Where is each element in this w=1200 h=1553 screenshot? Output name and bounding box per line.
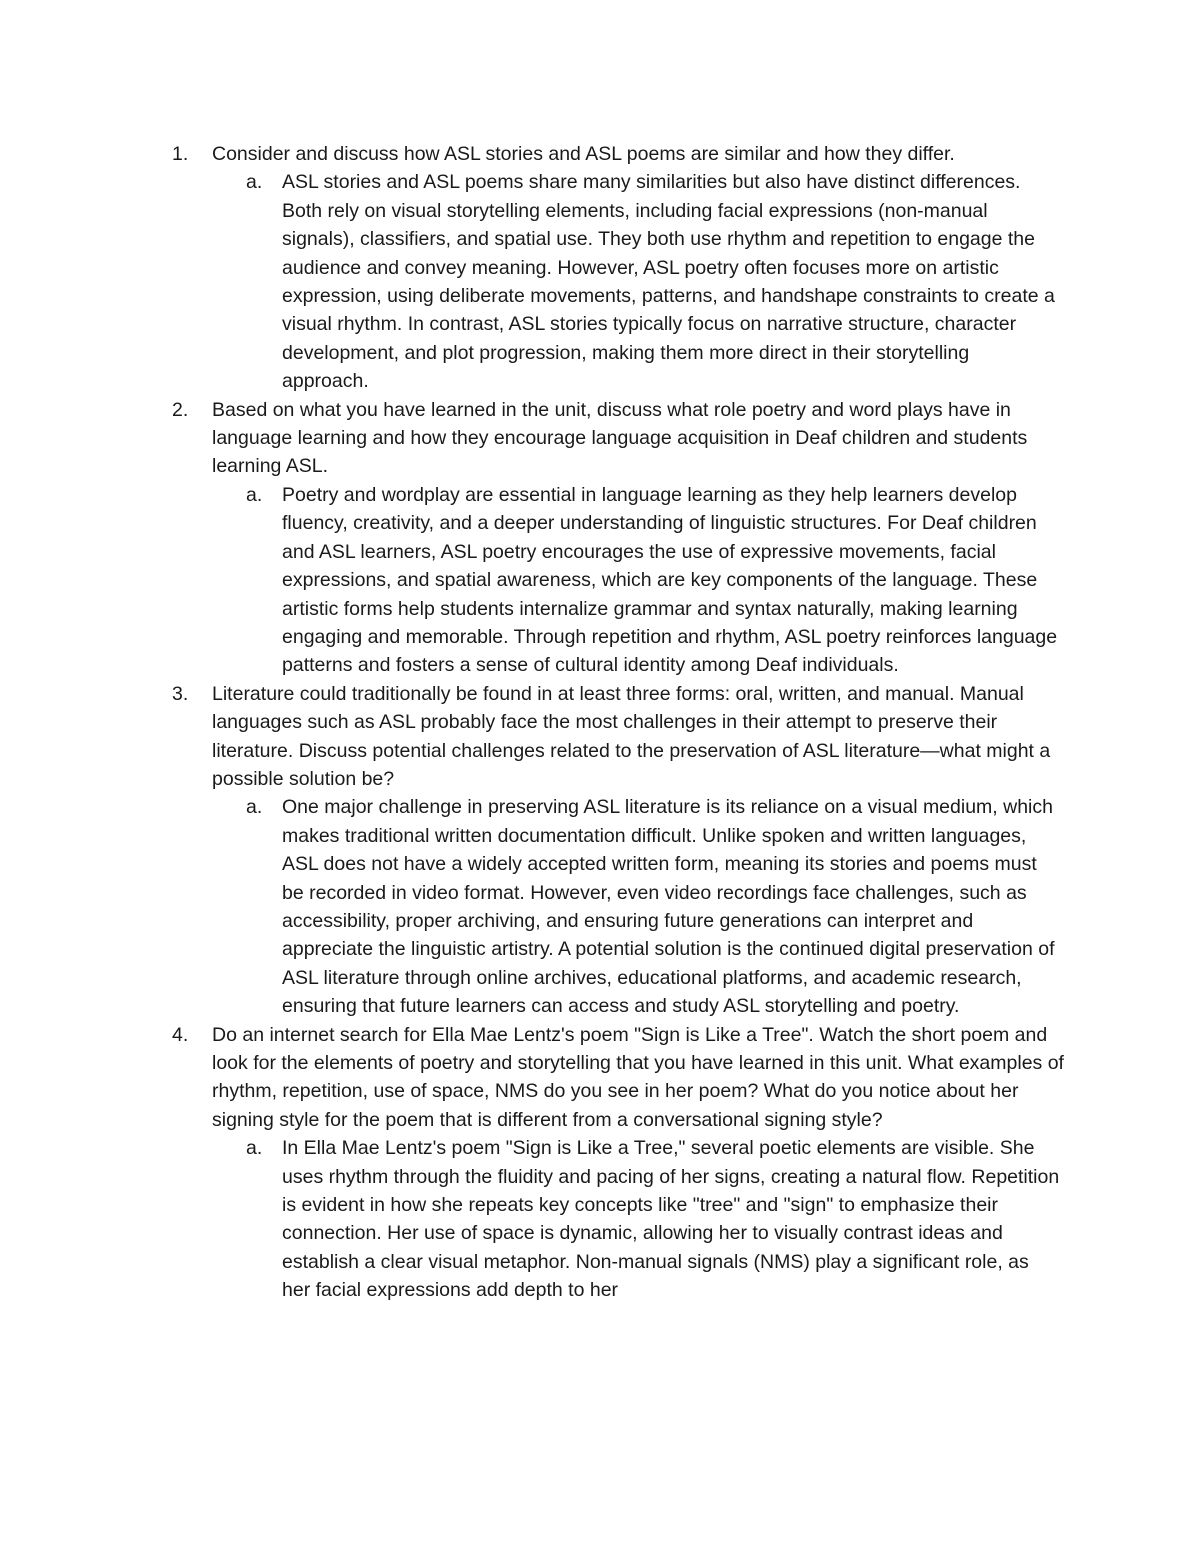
question-item (0, 396, 1200, 680)
answer-letter: a. (246, 796, 263, 819)
answer-text: Poetry and wordplay are essential in language learning as they help learners develop fluency, creativity, and a deeper understanding of linguistic structures. For Deaf children and ASL learners, ASL poetry encourages the use of expressive movements, facial expressions, and spatial awareness, which are key components of the language. These artistic forms help students internalize grammar and syntax naturally, making learning engaging and memorable. Through repetition and rhythm, ASL poetry reinforces language patterns and fosters a sense of cultural identity among Deaf individuals. (282, 483, 1058, 677)
answer-item (212, 793, 1070, 1020)
question-item (0, 1021, 1200, 1305)
question-number: 4. (172, 1023, 189, 1046)
question-number: 1. (172, 143, 189, 165)
answer-letter: a. (246, 1137, 263, 1160)
answer-item (212, 481, 1070, 680)
question-number: 3. (172, 682, 189, 705)
question-text: Consider and discuss how ASL stories and ASL poems are similar and how they differ. (212, 143, 955, 165)
answer-item (212, 168, 1070, 395)
question-item (0, 140, 1200, 396)
question-text: Literature could traditionally be found in at least three forms: oral, written, and manual. Manual languages such as ASL probably face the most challenges in their attempt to preserve their literature. Discuss potential challenges related to the preservation of ASL literature—what might a possible solution be? (212, 682, 1051, 790)
question-text: Based on what you have learned in the unit, discuss what role poetry and word plays have in language learning and how they encourage language acquisition in Deaf children and students learning ASL. (212, 398, 1028, 478)
question-number: 2. (172, 398, 189, 421)
question-list (0, 140, 1200, 1305)
answer-letter: a. (246, 171, 263, 194)
answer-text: In Ella Mae Lentz's poem "Sign is Like a Tree," several poetic elements are visible. She uses rhythm through the fluidity and pacing of her signs, creating a natural flow. Repetition is evident in how she repeats key concepts like "tree" and "sign" to emphasize their connection. Her use of space is dynamic, allowing her to visually contrast ideas and establish a clear visual metaphor. Non-manual signals (NMS) play a significant role, as her facial expressions add depth to her (282, 1137, 1060, 1302)
answer-text: One major challenge in preserving ASL literature is its reliance on a visual medium, which makes traditional written documentation difficult. Unlike spoken and written languages, ASL does not have a widely accepted written form, meaning its stories and poems must be recorded in video format. However, even video recordings face challenges, such as accessibility, proper archiving, and ensuring future generations can interpret and appreciate the linguistic artistry. A potential solution is the continued digital preservation of ASL literature through online archives, educational platforms, and academic research, ensuring that future learners can access and study ASL storytelling and poetry. (282, 796, 1055, 1018)
question-text: Do an internet search for Ella Mae Lentz's poem "Sign is Like a Tree". Watch the short poem and look for the elements of poetry and storytelling that you have learned in this unit. What examples of rhythm, repetition, use of space, NMS do you see in her poem? What do you notice about her signing style for the poem that is different from a conversational signing style? (212, 1023, 1064, 1131)
answer-letter: a. (246, 483, 263, 506)
answer-text: ASL stories and ASL poems share many similarities but also have distinct differences. Both rely on visual storytelling elements, including facial expressions (non-manual signals), classifiers, and spatial use. They both use rhythm and repetition to engage the audience and convey meaning. However, ASL poetry often focuses more on artistic expression, using deliberate movements, patterns, and handshape constraints to create a visual rhythm. In contrast, ASL stories typically focus on narrative structure, character development, and plot progression, making them more direct in their storytelling approach. (282, 171, 1055, 393)
question-item (0, 680, 1200, 1021)
answer-item (212, 1134, 1070, 1304)
